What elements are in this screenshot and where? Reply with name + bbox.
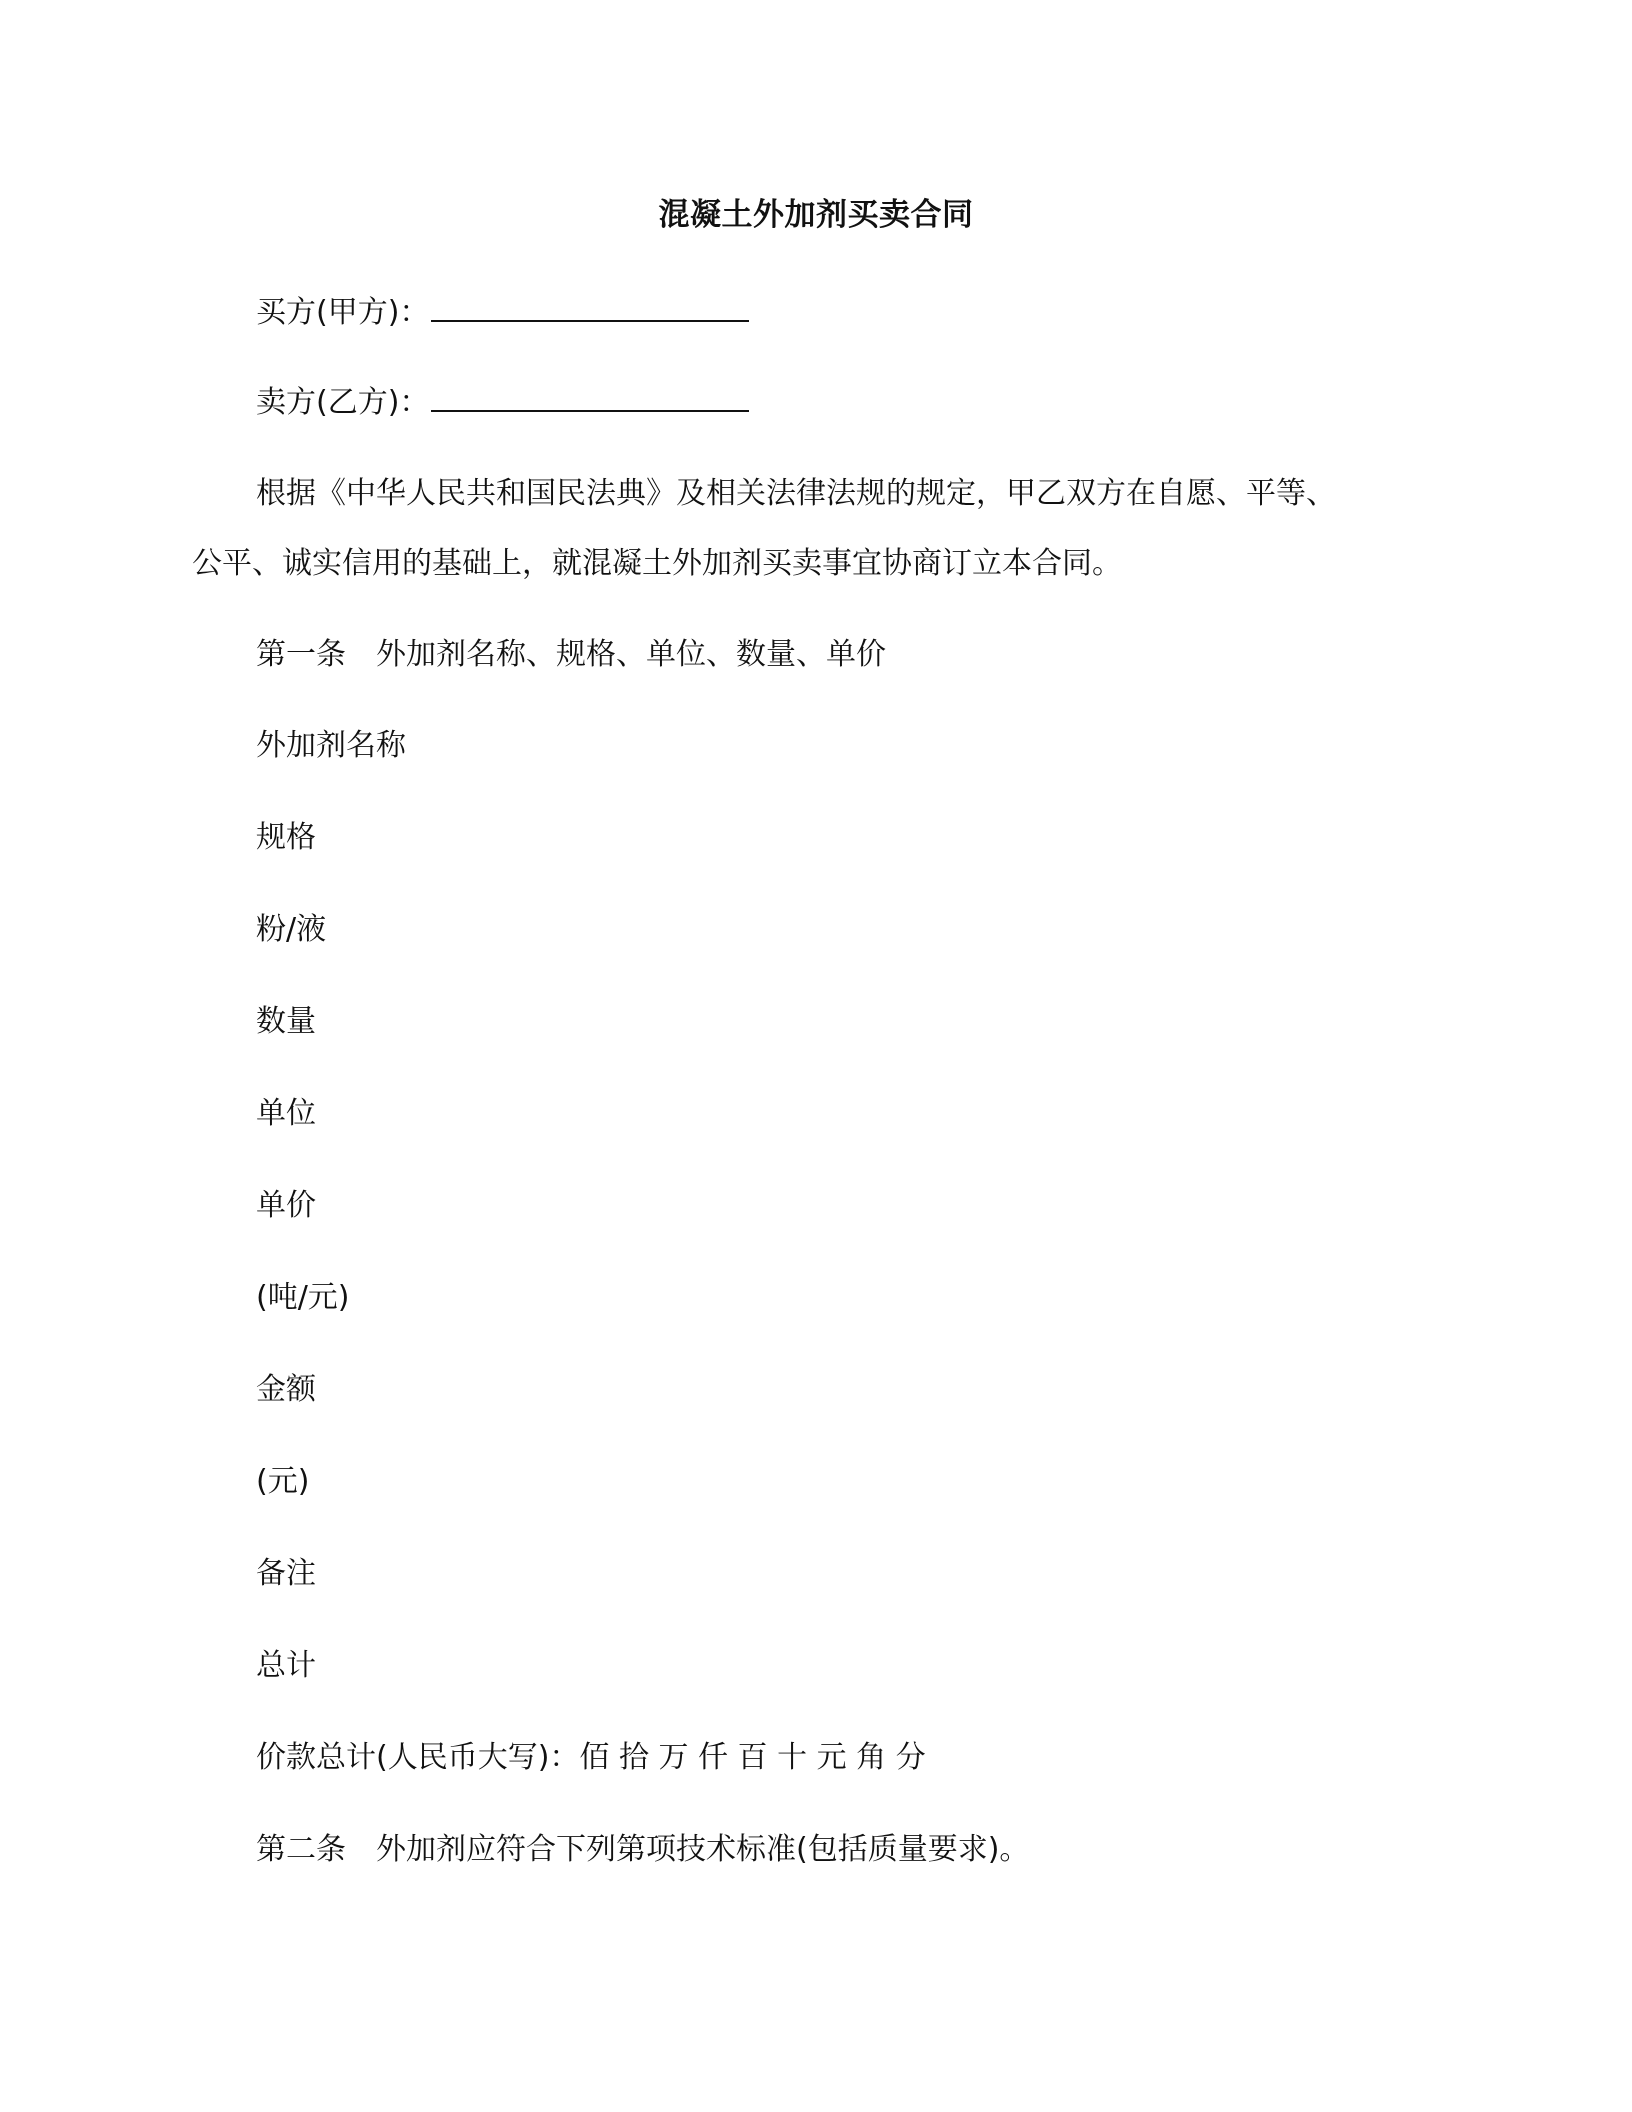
article-2-number: 第二条 bbox=[256, 1832, 346, 1867]
field-additive-name: 外加剂名称 bbox=[256, 728, 406, 763]
article-1-heading bbox=[256, 630, 886, 680]
article-1-text: 外加剂名称、规格、单位、数量、单价 bbox=[376, 637, 886, 672]
field-quantity: 数量 bbox=[256, 1004, 316, 1039]
document-title: 混凝土外加剂买卖合同 bbox=[658, 197, 974, 233]
seller-label: 卖方(乙方)： bbox=[256, 385, 430, 420]
field-powder-liquid: 粉/液 bbox=[256, 912, 327, 947]
field-unit-price-unit: (吨/元) bbox=[256, 1280, 350, 1315]
buyer-line bbox=[256, 288, 749, 338]
article-2-heading bbox=[256, 1825, 1029, 1875]
field-total: 总计 bbox=[256, 1648, 316, 1683]
field-amount: 金额 bbox=[256, 1372, 316, 1407]
preamble-line-1: 根据《中华人民共和国民法典》及相关法律法规的规定，甲乙双方在自愿、平等、 bbox=[256, 476, 1336, 511]
field-unit: 单位 bbox=[256, 1096, 316, 1131]
field-spec: 规格 bbox=[256, 820, 316, 855]
article-2-text: 外加剂应符合下列第项技术标准(包括质量要求)。 bbox=[376, 1832, 1030, 1867]
seller-blank bbox=[431, 380, 749, 412]
preamble-line-2: 公平、诚实信用的基础上，就混凝土外加剂买卖事宜协商订立本合同。 bbox=[192, 546, 1122, 581]
field-amount-unit: (元) bbox=[256, 1464, 310, 1499]
seller-line bbox=[256, 378, 749, 428]
total-price-line: 价款总计(人民币大写)：佰 拾 万 仟 百 十 元 角 分 bbox=[256, 1740, 926, 1775]
field-remarks: 备注 bbox=[256, 1556, 316, 1591]
buyer-label: 买方(甲方)： bbox=[256, 295, 430, 330]
field-unit-price: 单价 bbox=[256, 1188, 316, 1223]
article-1-number: 第一条 bbox=[256, 637, 346, 672]
buyer-blank bbox=[431, 290, 749, 322]
